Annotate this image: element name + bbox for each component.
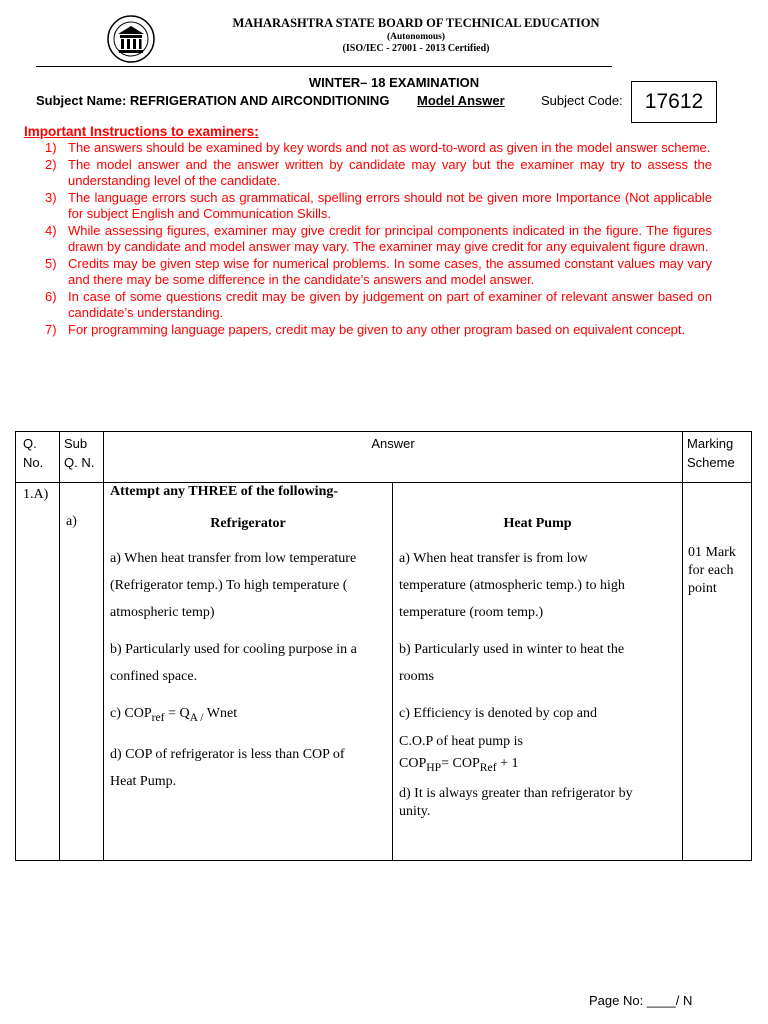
subject-name: Subject Name: REFRIGERATION AND AIRCONDITIONING xyxy=(36,93,390,108)
subject-code-label: Subject Code: xyxy=(541,93,623,108)
qno-cell: 1.A) xyxy=(16,483,60,861)
instruction-item: 4) While assessing figures, examiner may give credit for principal components indicated in the figure. The figures drawn by candidate and model answer may vary. The examiner may give credit for any equivalent figure drawn. xyxy=(45,222,712,254)
autonomous-label: (Autonomous) xyxy=(386,32,446,42)
instruction-item: 5) Credits may be given step wise for numerical problems. In some cases, the assumed constant values may vary and there may be some difference in the candidate’s answers and model answer. xyxy=(45,255,712,287)
instruction-item: 1) The answers should be examined by key words and not as word-to-word as given in the model answer scheme. xyxy=(45,140,711,155)
header-divider xyxy=(36,66,612,67)
board-name: MAHARASHTRA STATE BOARD OF TECHNICAL EDUCATION xyxy=(232,16,600,30)
subject-code: 17612 xyxy=(644,90,704,113)
table-header-row xyxy=(16,432,752,483)
heat-pump-cell: Heat Pump a) When heat transfer is from low temperature (atmospheric temp.) to high temperature (room temp.) b) Particularly used in winter to heat the rooms c) Efficiency is denoted by cop and C.O.P of heat pump is $COP_{HP}= COP_{Ref} + 1$ d) It is always greater than refrigerator by unity. xyxy=(393,483,683,861)
marking-cell: 01 Mark for each point xyxy=(683,483,752,861)
exam-title: WINTER– 18 EXAMINATION xyxy=(308,75,480,90)
refrigerator-heading: Refrigerator xyxy=(210,516,286,531)
instruction-item: 7) For programming language papers, credit may be given to any other program based on equivalent concept. xyxy=(45,321,686,337)
subq-cell: a) xyxy=(60,483,104,861)
refrigerator-cell: Attempt any THREE of the following- Refrigerator a) When heat transfer from low temperature (Refrigerator temp.) To high temperature ( atmospheric temp) b) Particularly used for cooling purpose in a confined space. c) $COP_{ref} = Q_{A /}$ Wnet d) COP of refrigerator is less than COP of Heat Pump. xyxy=(104,483,393,861)
table-row xyxy=(16,483,752,861)
page-number: Page No: ____/ N xyxy=(589,993,693,1008)
instruction-item: 2) The model answer and the answer written by candidate may vary but the examiner may try to assess the understanding level of the candidate. xyxy=(45,156,712,188)
answer-header: Answer xyxy=(104,432,683,483)
subq-header: Sub Q. N. xyxy=(60,432,104,483)
instructions-list xyxy=(36,140,712,338)
qno-header: Q. No. xyxy=(16,432,60,483)
model-answer-label: Model Answer xyxy=(417,93,505,108)
attempt-instruction: Attempt any THREE of the following- xyxy=(110,484,339,499)
marking-header: Marking Scheme xyxy=(683,432,752,483)
heat-pump-heading: Heat Pump xyxy=(503,516,572,531)
iso-certification: (ISO/IEC - 27001 - 2013 Certified) xyxy=(342,43,490,54)
answer-table xyxy=(15,431,752,861)
instruction-item: 3) The language errors such as grammatical, spelling errors should not be given more Importance (Not applicable for subject English and Communication Skills. xyxy=(45,189,712,221)
subject-code-box xyxy=(631,81,717,123)
instructions-title: Important Instructions to examiners: xyxy=(24,124,259,139)
instruction-item: 6) In case of some questions credit may be given by judgement on part of examiner of relevant answer based on candidate’s understanding. xyxy=(45,288,712,320)
